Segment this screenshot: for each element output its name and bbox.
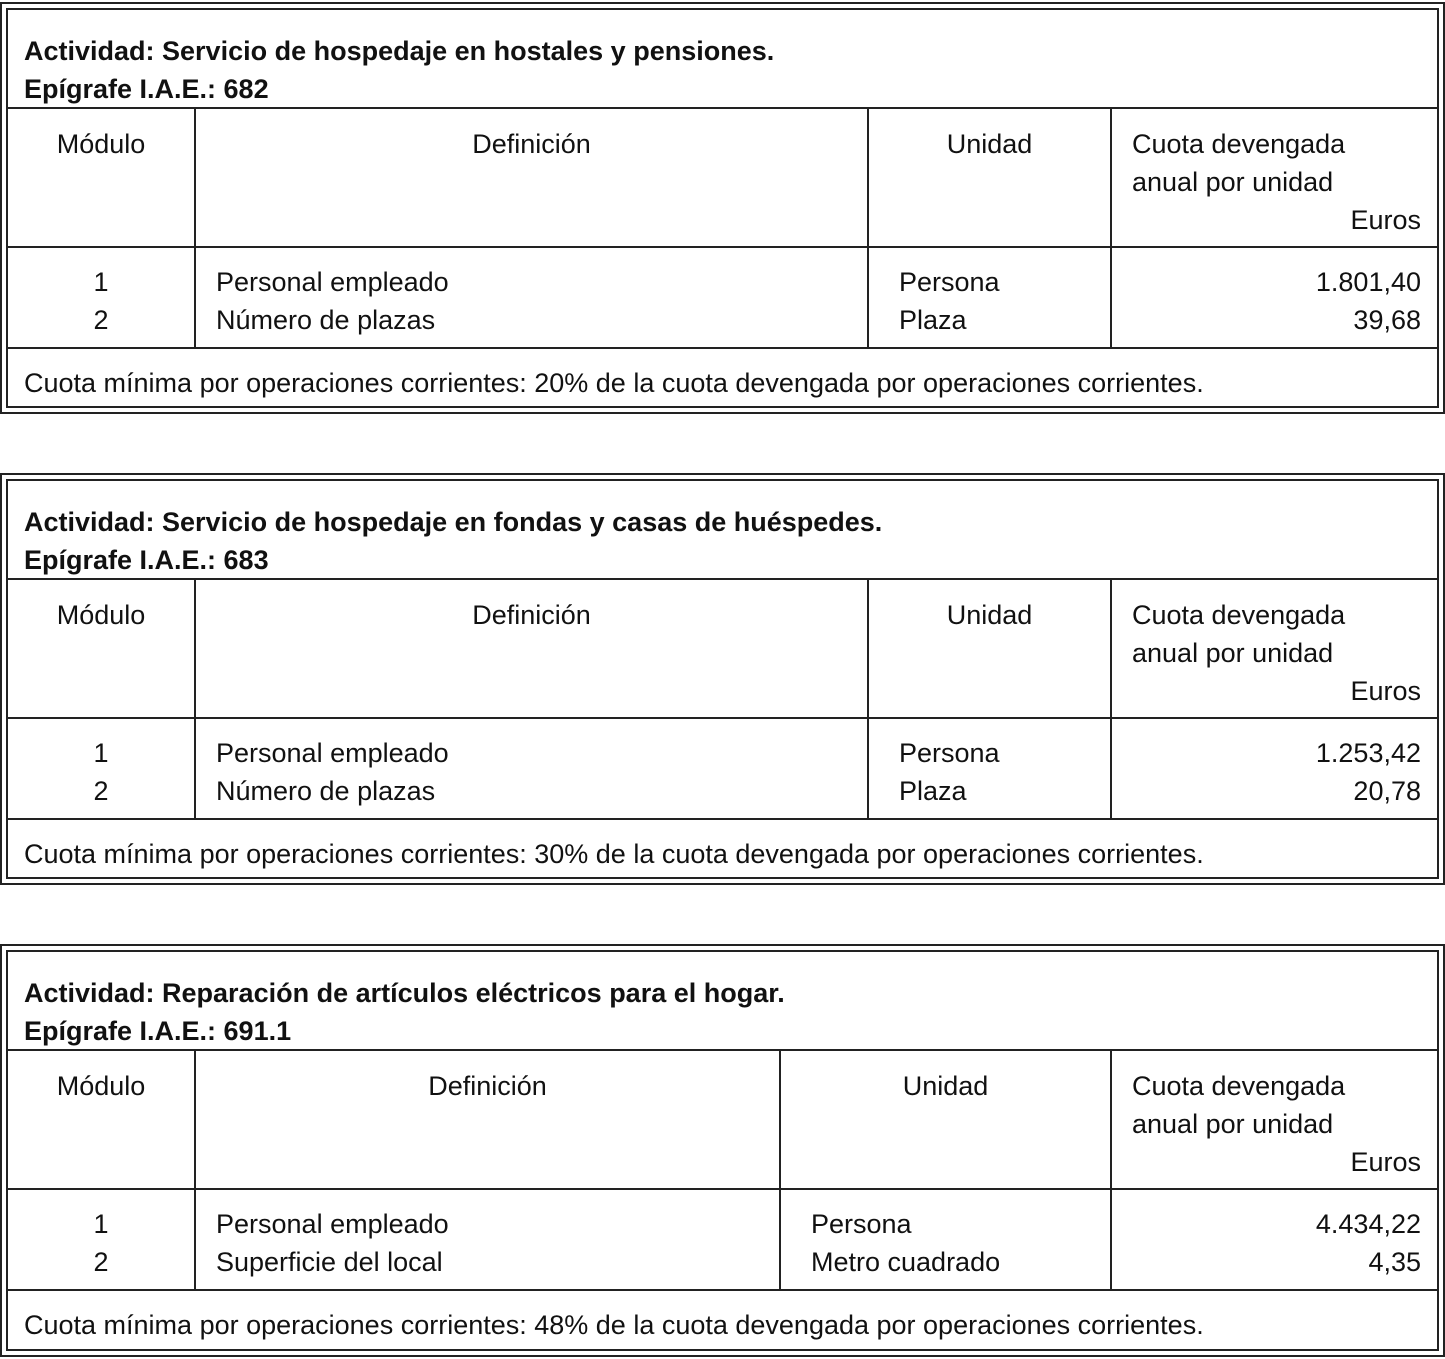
row-2-cuota: 4,35 (1368, 1247, 1421, 1277)
table-body (8, 719, 1437, 820)
table-header-row (8, 109, 1437, 248)
row-1-modulo: 1 (93, 267, 109, 297)
header-cuota-unit: Euros (1350, 676, 1421, 706)
column-modulo (8, 719, 196, 818)
column-definicion (196, 248, 869, 347)
column-modulo (8, 248, 196, 347)
header-cuota-line1: Cuota devengada (1132, 129, 1346, 159)
actividad-label: Actividad: Servicio de hospedaje en fondas y casas de huéspedes. (24, 507, 883, 537)
header-cuota-line2: anual por unidad (1132, 638, 1334, 668)
module-table-683 (0, 473, 1445, 885)
column-definicion (196, 1190, 781, 1289)
column-cuota (1112, 719, 1437, 818)
row-2-modulo: 2 (93, 1247, 109, 1277)
header-definicion: Definición (196, 109, 869, 246)
header-cuota (1112, 580, 1437, 717)
header-unidad: Unidad (869, 580, 1112, 717)
row-2-cuota: 20,78 (1353, 776, 1421, 806)
row-2-cuota: 39,68 (1353, 305, 1421, 335)
header-cuota-line1: Cuota devengada (1132, 600, 1346, 630)
epigrafe-label: Epígrafe I.A.E.: 682 (24, 74, 269, 104)
header-cuota (1112, 109, 1437, 246)
table-inner (6, 479, 1439, 879)
epigrafe-label: Epígrafe I.A.E.: 691.1 (24, 1016, 292, 1046)
row-1-definicion: Personal empleado (216, 738, 449, 768)
column-definicion (196, 719, 869, 818)
header-unidad: Unidad (781, 1051, 1112, 1188)
column-unidad (869, 719, 1112, 818)
table-body (8, 248, 1437, 349)
table-title (8, 10, 1437, 109)
row-1-unidad: Persona (811, 1209, 912, 1239)
header-modulo: Módulo (8, 109, 196, 246)
header-unidad: Unidad (869, 109, 1112, 246)
epigrafe-label: Epígrafe I.A.E.: 683 (24, 545, 269, 575)
row-2-modulo: 2 (93, 305, 109, 335)
header-definicion: Definición (196, 580, 869, 717)
table-inner (6, 950, 1439, 1351)
row-1-cuota: 1.253,42 (1315, 738, 1421, 768)
column-unidad (781, 1190, 1112, 1289)
row-1-definicion: Personal empleado (216, 267, 449, 297)
row-2-unidad: Plaza (899, 305, 967, 335)
row-1-modulo: 1 (93, 1209, 109, 1239)
row-2-definicion: Superficie del local (216, 1247, 443, 1277)
row-2-modulo: 2 (93, 776, 109, 806)
table-body (8, 1190, 1437, 1291)
row-1-modulo: 1 (93, 738, 109, 768)
cuota-minima-note: Cuota mínima por operaciones corrientes: 30% de la cuota devengada por operaciones corrientes. (24, 839, 1204, 869)
header-cuota-unit: Euros (1350, 1147, 1421, 1177)
table-header-row (8, 1051, 1437, 1190)
cuota-minima-note: Cuota mínima por operaciones corrientes: 20% de la cuota devengada por operaciones corrientes. (24, 368, 1204, 398)
row-1-definicion: Personal empleado (216, 1209, 449, 1239)
row-1-unidad: Persona (899, 738, 1000, 768)
header-cuota (1112, 1051, 1437, 1188)
actividad-label: Actividad: Servicio de hospedaje en hostales y pensiones. (24, 36, 775, 66)
header-modulo: Módulo (8, 580, 196, 717)
table-inner (6, 8, 1439, 408)
table-title (8, 481, 1437, 580)
header-cuota-line2: anual por unidad (1132, 1109, 1334, 1139)
table-header-row (8, 580, 1437, 719)
column-cuota (1112, 1190, 1437, 1289)
row-1-cuota: 4.434,22 (1315, 1209, 1421, 1239)
header-cuota-line2: anual por unidad (1132, 167, 1334, 197)
header-modulo: Módulo (8, 1051, 196, 1188)
header-definicion: Definición (196, 1051, 781, 1188)
column-unidad (869, 248, 1112, 347)
actividad-label: Actividad: Reparación de artículos eléctricos para el hogar. (24, 978, 785, 1008)
row-2-unidad: Plaza (899, 776, 967, 806)
cuota-minima-note: Cuota mínima por operaciones corrientes: 48% de la cuota devengada por operaciones corrientes. (24, 1310, 1204, 1340)
row-2-unidad: Metro cuadrado (811, 1247, 1001, 1277)
header-cuota-unit: Euros (1350, 205, 1421, 235)
row-1-cuota: 1.801,40 (1315, 267, 1421, 297)
column-modulo (8, 1190, 196, 1289)
table-title (8, 952, 1437, 1051)
module-table-682 (0, 2, 1445, 414)
row-2-definicion: Número de plazas (216, 776, 436, 806)
header-cuota-line1: Cuota devengada (1132, 1071, 1346, 1101)
column-cuota (1112, 248, 1437, 347)
module-table-691-1 (0, 944, 1445, 1357)
row-2-definicion: Número de plazas (216, 305, 436, 335)
row-1-unidad: Persona (899, 267, 1000, 297)
